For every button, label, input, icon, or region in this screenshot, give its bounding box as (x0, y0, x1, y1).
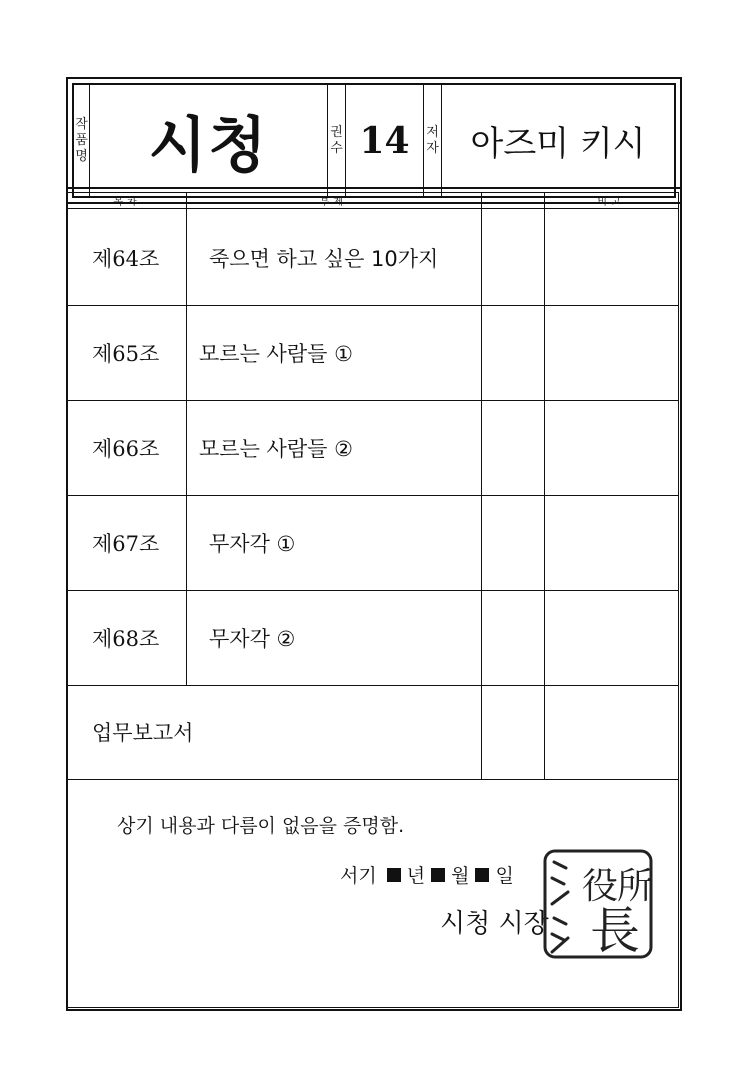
work-report: 업무보고서 (92, 721, 194, 745)
chapter-68: 제68조 (92, 626, 160, 651)
date-year: 년 (406, 865, 426, 887)
title-label: 작 품 명 (74, 85, 90, 196)
seal-char-3: 長 (590, 902, 640, 960)
chapter-65: 제65조 (92, 341, 160, 366)
seal-char-1: 役 (582, 866, 619, 907)
official-seal (542, 848, 654, 960)
col-divider (186, 193, 187, 685)
volume-number: 14 (346, 85, 424, 196)
seal-water-radical (552, 862, 568, 952)
subtitle-64: 죽으면 하고 싶은 10가지 (209, 246, 439, 271)
redaction-box (431, 868, 445, 882)
row-divider (68, 495, 678, 496)
date-prefix: 서기 (340, 865, 377, 887)
date-line (340, 861, 514, 888)
chapter-64: 제64조 (92, 246, 160, 271)
chapter-67: 제67조 (92, 531, 160, 556)
redaction-box (475, 868, 489, 882)
header-blank (481, 193, 544, 209)
subtitle-66: 모르는 사람들 ② (199, 436, 353, 461)
subtitle-67: 무자각 ① (209, 531, 296, 556)
certificate-statement: 상기 내용과 다름이 없음을 증명함. (117, 815, 405, 837)
author-name: 아즈미 키시 (470, 124, 646, 164)
col-divider (544, 193, 545, 779)
work-title: 시청 (90, 85, 328, 196)
signature: 시청 시장 (440, 909, 549, 939)
volume-label: 권 수 (328, 85, 346, 196)
seal-char-2: 所 (617, 866, 654, 907)
chapter-66: 제66조 (92, 436, 160, 461)
author-label: 저 자 (424, 85, 442, 196)
row-divider (68, 400, 678, 401)
row-divider (68, 779, 678, 780)
date-month: 월 (451, 865, 470, 887)
header-subtitle: 부제 (186, 193, 481, 209)
header-note: 비고 (544, 193, 678, 209)
col-divider (481, 193, 482, 779)
row-divider (68, 590, 678, 591)
redaction-box (387, 868, 401, 882)
date-day: 일 (495, 865, 514, 887)
subtitle-65: 모르는 사람들 ① (199, 341, 353, 366)
header-box (72, 83, 676, 198)
subtitle-68: 무자각 ② (209, 626, 296, 651)
header-chapter: 목차 (68, 193, 186, 209)
row-divider (68, 305, 678, 306)
